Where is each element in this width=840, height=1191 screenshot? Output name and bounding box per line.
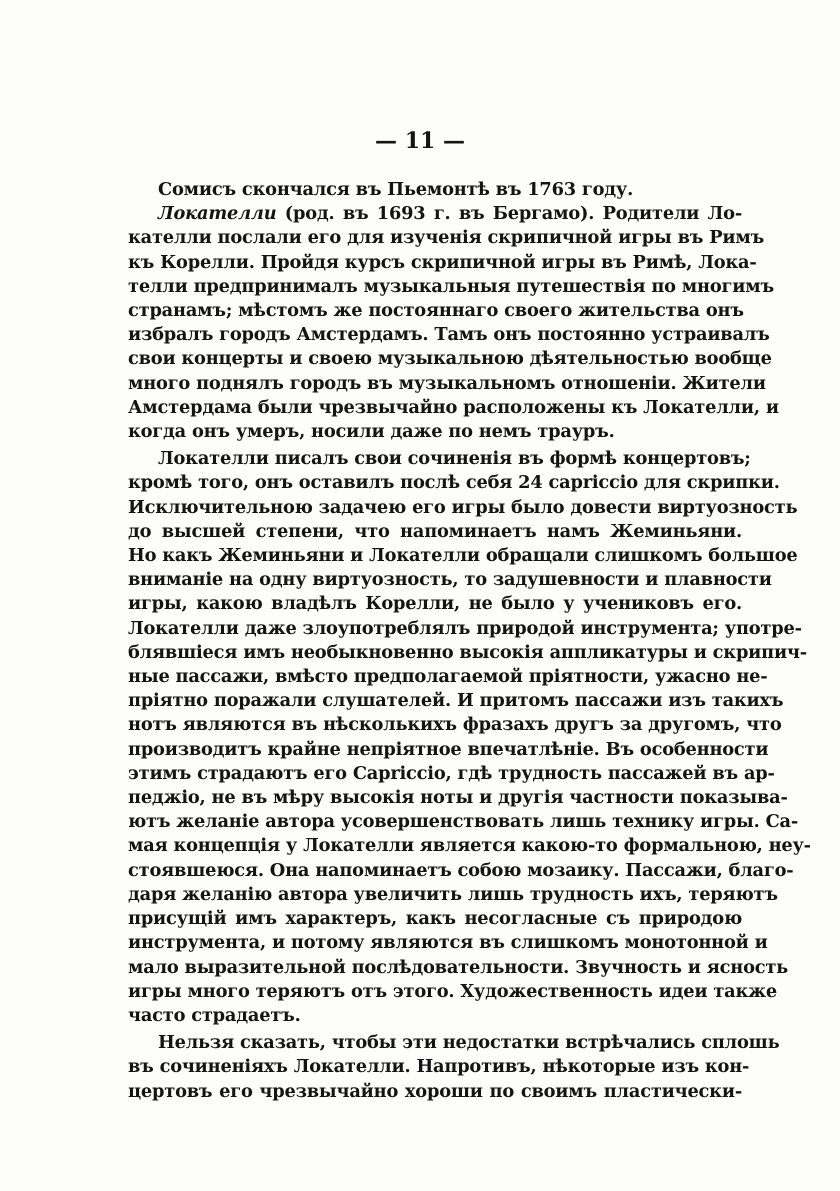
text-line: этимъ страдаютъ его Capriccio, гдѣ трудность пассажей въ ар-	[128, 762, 775, 784]
text-line: ютъ желаніе автора усовершенствовать лишь технику игры. Са-	[128, 811, 799, 833]
text-line: телли предпринималъ музыкальныя путешествія по многимъ	[128, 275, 774, 297]
text-line: Нельзя сказать, чтобы эти недостатки встрѣчались сплошь	[158, 1032, 780, 1054]
text-line: мало выразительной послѣдовательности. Звучность и ясность	[128, 956, 789, 978]
text-line: Сомисъ скончался въ Пьемонтѣ въ 1763 году.	[158, 179, 634, 200]
text-line: ные пассажи, вмѣсто предполагаемой пріятности, ужасно не-	[128, 666, 768, 688]
text-line: странамъ; мѣстомъ же постояннаго своего жительства онъ	[128, 300, 744, 322]
text-line	[128, 202, 742, 226]
text-line: до высшей степени, что напоминаетъ намъ Жеминьяни.	[128, 520, 742, 542]
text-line: въ сочиненіяхъ Локателли. Напротивъ, нѣкоторые изъ кон-	[128, 1056, 750, 1078]
text-line: много поднялъ городъ въ музыкальномъ отношеніи. Жители	[128, 372, 766, 394]
page-number: — 11 —	[375, 128, 465, 154]
text-line: Но какъ Жеминьяни и Локателли обращали слишкомъ большое	[128, 545, 798, 567]
text-line: педжіо, не въ мѣру высокія ноты и другія частности показыва-	[128, 787, 788, 809]
text-line: нотъ являются въ нѣсколькихъ фразахъ другъ за другомъ, что	[128, 714, 782, 736]
text-line: игры, какою владѣлъ Корелли, не было у учениковъ его.	[128, 593, 742, 615]
text-line: къ Корелли. Пройдя курсъ скрипичной игры въ Римѣ, Лока-	[128, 251, 757, 273]
text-line: свои концерты и своею музыкальною дѣятельностью вообще	[128, 348, 772, 370]
text-line: вниманіе на одну виртуозность, то задушевности и плавности	[128, 569, 772, 591]
text-line: мая концепція у Локателли является какою-то формальною, неу-	[128, 835, 811, 857]
body-text	[128, 178, 811, 1104]
text-line: цертовъ его чрезвычайно хороши по своимъ пластически-	[128, 1080, 742, 1102]
text-line: часто страдаетъ.	[128, 1004, 301, 1026]
text-line: производитъ крайне непріятное впечатлѣніе. Въ особенности	[128, 738, 769, 760]
text-line: пріятно поражали слушателей. И притомъ пассажи изъ такихъ	[128, 690, 784, 712]
text-line: стоявшеюся. Она напоминаетъ собою мозаику. Пассажи, благо-	[128, 859, 794, 881]
text-line: игры много теряютъ отъ этого. Художественность идеи также	[128, 980, 777, 1002]
text-line: избралъ городъ Амстердамъ. Тамъ онъ постоянно устраивалъ	[128, 324, 770, 346]
text-line: Исключительною задачею его игры было довести виртуозность	[128, 496, 798, 518]
text-line: даря желанію автора увеличить лишь трудность ихъ, теряютъ	[128, 883, 778, 905]
text-line: Локателли писалъ свои сочиненія въ формѣ концертовъ;	[158, 448, 751, 470]
text-line: блявшіеся имъ необыкновенно высокія аппликатуры и скрипич-	[128, 641, 807, 663]
text-line: Амстердама были чрезвычайно расположены къ Локателли, и	[128, 396, 779, 418]
text-line: кромѣ того, онъ оставилъ послѣ себя 24 capriccio для скрипки.	[128, 472, 780, 494]
text-line: кателли послали его для изученія скрипичной игры въ Римъ	[128, 227, 765, 249]
emphasized-name: Локателли	[158, 203, 277, 225]
text-line: присущій имъ характеръ, какъ несогласные съ природою	[128, 908, 742, 930]
text-line: инструмента, и потому являются въ слишкомъ монотонной и	[128, 932, 768, 954]
text-line: Локателли даже злоупотреблялъ природой инструмента; употре-	[128, 617, 802, 639]
text-line-rest: (род. въ 1693 г. въ Бергамо). Родители Ло-	[276, 203, 742, 225]
text-line: когда онъ умеръ, носили даже по немъ трауръ.	[128, 421, 615, 443]
